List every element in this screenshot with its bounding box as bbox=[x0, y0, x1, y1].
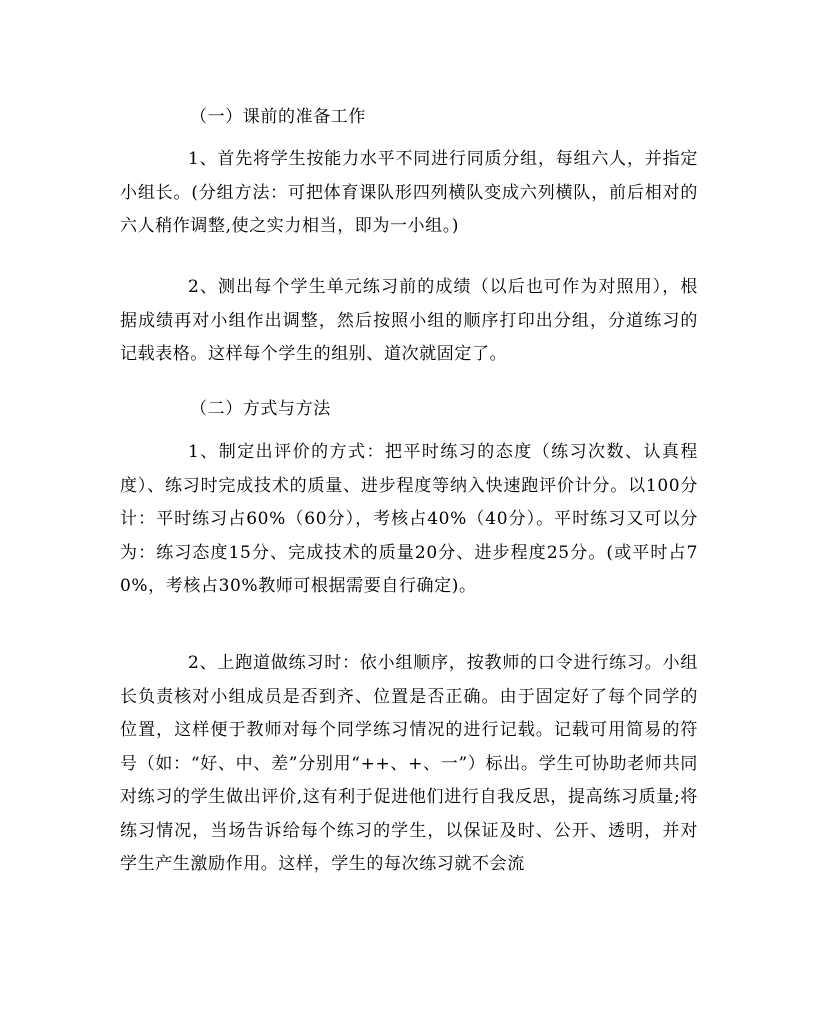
paragraph-evaluation: 1、制定出评价的方式：把平时练习的态度（练习次数、认真程度）、练习时完成技术的质量、进步程度等纳入快速跑评价计分。以100分计：平时练习占60%（60分），考核占40%（40分）。平时练习又可以分为：练习态度15分、完成技术的质量20分、进步程度25分。(或平时占70%，考核占30%教师可根据需要自行确定)。 bbox=[120, 442, 698, 596]
section-heading-preparation: （一）课前的准备工作 bbox=[190, 107, 366, 127]
paragraph-grouping: 1、首先将学生按能力水平不同进行同质分组，每组六人，并指定小组长。(分组方法：可把体育课队形四列横队变成六列横队，前后相对的六人稍作调整,使之实力相当，即为一小组。) bbox=[120, 149, 698, 236]
section-heading-methods: （二）方式与方法 bbox=[190, 399, 331, 419]
paragraph-track-practice: 2、上跑道做练习时：依小组顺序，按教师的口令进行练习。小组长负责核对小组成员是否到齐、位置是否正确。由于固定好了每个同学的位置，这样便于教师对每个同学练习情况的进行记载。记载可用简易的符号（如：“好、中、差”分别用“++、+、一”）标出。学生可协助老师共同对练习的学生做出评价,这有利于促进他们进行自我反思，提高练习质量;将练习情况，当场告诉给每个练习的学生，以保证及时、公开、透明，并对学生产生激励作用。这样，学生的每次练习就不会流 bbox=[120, 653, 698, 874]
paragraph-pretest: 2、测出每个学生单元练习前的成绩（以后也可作为对照用），根据成绩再对小组作出调整，然后按照小组的顺序打印出分组，分道练习的记载表格。这样每个学生的组别、道次就固定了。 bbox=[120, 277, 698, 364]
